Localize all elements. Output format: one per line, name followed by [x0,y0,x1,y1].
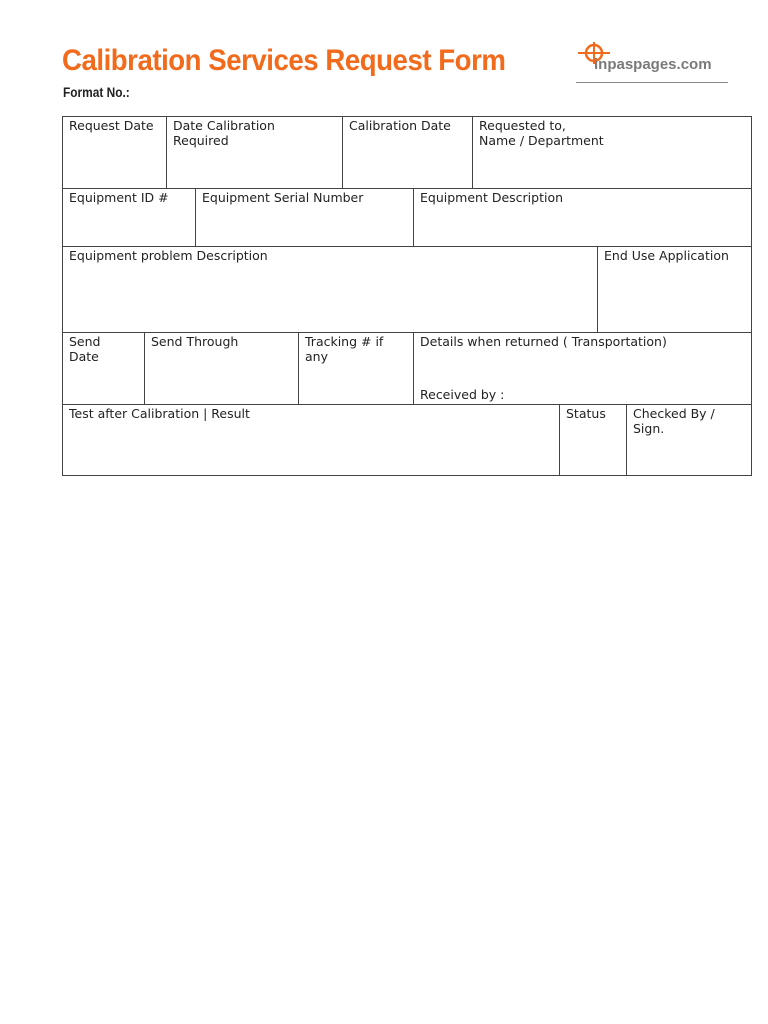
calibration-date-field[interactable] [343,117,473,188]
equipment-description-field[interactable] [414,189,751,246]
test-after-calibration-label: Test after Calibration | Result [69,406,250,421]
brand-logo[interactable] [574,42,734,86]
requested-to-field[interactable] [473,117,751,188]
request-date-label: Request Date [69,118,154,133]
request-date-field[interactable] [63,117,167,188]
checked-by-label-line2: Sign. [633,421,665,436]
requested-to-label-line1: Requested to, [479,118,566,133]
form-row-shipping [63,333,751,405]
logo-text: inpaspages.com [594,56,712,73]
send-date-label-line2: Date [69,349,99,364]
checked-by-label-line1: Checked By / [633,406,715,421]
received-by-label: Received by : [420,387,505,402]
date-calibration-required-label-line1: Date Calibration [173,118,275,133]
end-use-application-field[interactable] [598,247,751,332]
calibration-date-label: Calibration Date [349,118,451,133]
equipment-serial-field[interactable] [196,189,414,246]
tracking-number-field[interactable] [299,333,414,404]
requested-to-label-line2: Name / Department [479,133,604,148]
date-calibration-required-label-line2: Required [173,133,229,148]
send-through-label: Send Through [151,334,239,349]
equipment-id-field[interactable] [63,189,196,246]
problem-description-field[interactable] [63,247,598,332]
send-date-field[interactable] [63,333,145,404]
details-returned-field[interactable] [414,333,751,404]
equipment-serial-label: Equipment Serial Number [202,190,364,205]
details-returned-label: Details when returned ( Transportation) [420,334,667,349]
date-calibration-required-field[interactable] [167,117,343,188]
checked-by-field[interactable] [627,405,751,475]
tracking-label-line2: any [305,349,328,364]
equipment-id-label: Equipment ID # [69,190,169,205]
status-label: Status [566,406,606,421]
page-title: Calibration Services Request Form [62,44,506,77]
status-field[interactable] [560,405,627,475]
form-row-request-info [63,117,751,189]
form-row-results [63,405,751,476]
format-number-label: Format No.: [63,84,130,100]
tracking-label-line1: Tracking # if [305,334,384,349]
equipment-description-label: Equipment Description [420,190,564,205]
send-through-field[interactable] [145,333,299,404]
end-use-application-label: End Use Application [604,248,729,263]
problem-description-label: Equipment problem Description [69,248,268,263]
logo-underline [576,82,728,83]
form-row-problem [63,247,751,333]
calibration-request-table [62,116,752,476]
form-row-equipment [63,189,751,247]
test-after-calibration-field[interactable] [63,405,560,475]
send-date-label-line1: Send [69,334,101,349]
